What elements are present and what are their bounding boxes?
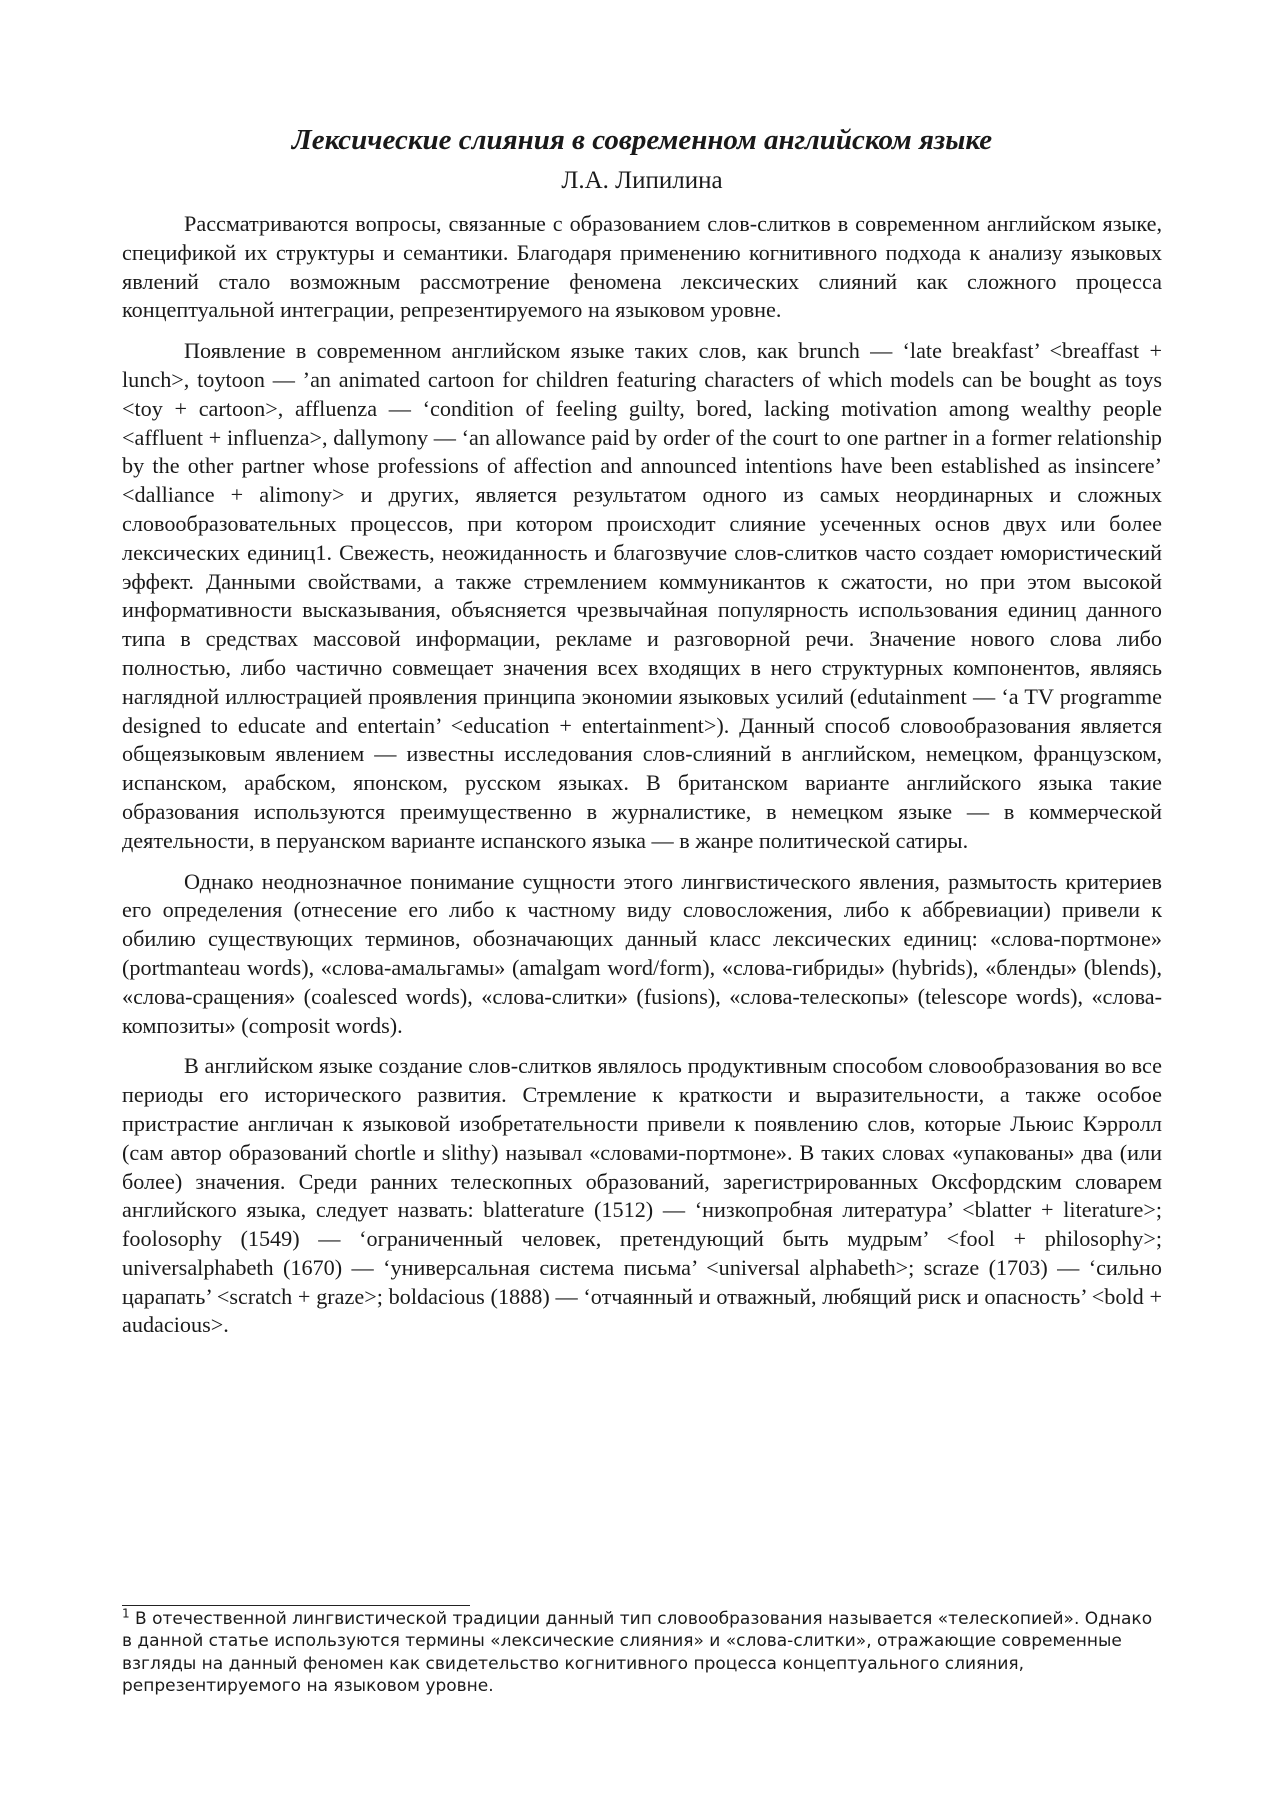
body-paragraph-3: В английском языке создание слов-слитков являлось продуктивным способом словообразования во все периоды его исторического развития. Стремление к краткости и выразительности, а также особое пристрастие англичан к языковой изобретательности привели к появлению слов, которые Льюис Кэрролл (сам автор образований chortle и slithy) называл «словами-портмоне». В таких словах «упакованы» два (или более) значения. Среди ранних телескопных образований, зарегистрированных Оксфордским словарем английского языка, следует назвать: blatterature (1512) — ‘низкопробная литература’ <blatter + literature>; foolosophy (1549) — ‘ограниченный человек, претендующий быть мудрым’ <fool + philosophy>; universalphabeth (1670) — ‘универсальная система письма’ <universal alphabeth>; scraze (1703) — ‘сильно царапать’ <scratch + graze>; boldacious (1888) — ‘отчаянный и отважный, любящий риск и опасность’ <bold + audacious>.: [122, 1053, 1162, 1338]
footnote-mark: 1: [122, 1606, 130, 1621]
footnote-separator: [122, 1605, 470, 1606]
article-author: Л.А. Липилина: [561, 167, 723, 194]
body-paragraph-2: Однако неоднозначное понимание сущности этого лингвистического явления, размытость критериев его определения (отнесение его либо к частному виду словосложения, либо к аббревиации) привели к обилию существующих терминов, обозначающих данный класс лексических единиц: «слова-портмоне» (portmanteau words), «слова-амальгамы» (amalgam word/form), «слова-гибриды» (hybrids), «бленды» (blends), «слова-сращения» (coalesced words), «слова-слитки» (fusions), «слова-телескопы» (telescope words), «слова-композиты» (composit words).: [122, 868, 1162, 1038]
article-title: Лексические слияния в современном английском языке: [291, 124, 993, 156]
article: [122, 120, 1162, 1352]
footnote-text: В отечественной лингвистической традиции данный тип словообразования называется «телескопией». Однако в данной статье используются термины «лексические слияния» и «слова-слитки», отражающие современные взгляды на данный феномен как свидетельство когнитивного процесса концептуального слияния, репрезентируемого на языковом уровне.: [122, 1609, 1153, 1697]
footnote: [122, 1608, 1162, 1698]
abstract-paragraph: Рассматриваются вопросы, связанные с образованием слов-слитков в современном английском языке, спецификой их структуры и семантики. Благодаря применению когнитивного подхода к анализу языковых явлений стало возможным рассмотрение феномена лексических слияний как сложного процесса концептуальной интеграции, репрезентируемого на языковом уровне.: [122, 211, 1162, 323]
body-paragraph-1: Появление в современном английском языке таких слов, как brunch — ‘late breakfast’ <breaffast + lunch>, toytoon — ’an animated cartoon for children featuring characters of which models can be bought as toys <toy + cartoon>, affluenza — ‘condition of feeling guilty, bored, lacking motivation among wealthy people <affluent + influenza>, dallymony — ‘an allowance paid by order of the court to one partner in a former relationship by the other partner whose professions of affection and announced intentions have been established as insincere’ <dalliance + alimony> и других, является результатом одного из самых неординарных и сложных словообразовательных процессов, при котором происходит слияние усеченных основ двух или более лексических единиц1. Свежесть, неожиданность и благозвучие слов-слитков часто создает юмористический эффект. Данными свойствами, а также стремлением коммуникантов к сжатости, но при этом высокой информативности высказывания, объясняется чрезвычайная популярность использования единиц данного типа в средствах массовой информации, рекламе и разговорной речи. Значение нового слова либо полностью, либо частично совмещает значения всех входящих в него структурных компонентов, являясь наглядной иллюстрацией проявления принципа экономии языковых усилий (edutainment — ‘a TV programme designed to educate and entertain’ <education + entertainment>). Данный способ словообразования является общеязыковым явлением — известны исследования слов-слияний в английском, немецком, французском, испанском, арабском, японском, русском языках. В британском варианте английского языка такие образования используются преимущественно в журналистике, в немецком языке — в коммерческой деятельности, в перуанском варианте испанского языка — в жанре политической сатиры.: [122, 338, 1162, 853]
